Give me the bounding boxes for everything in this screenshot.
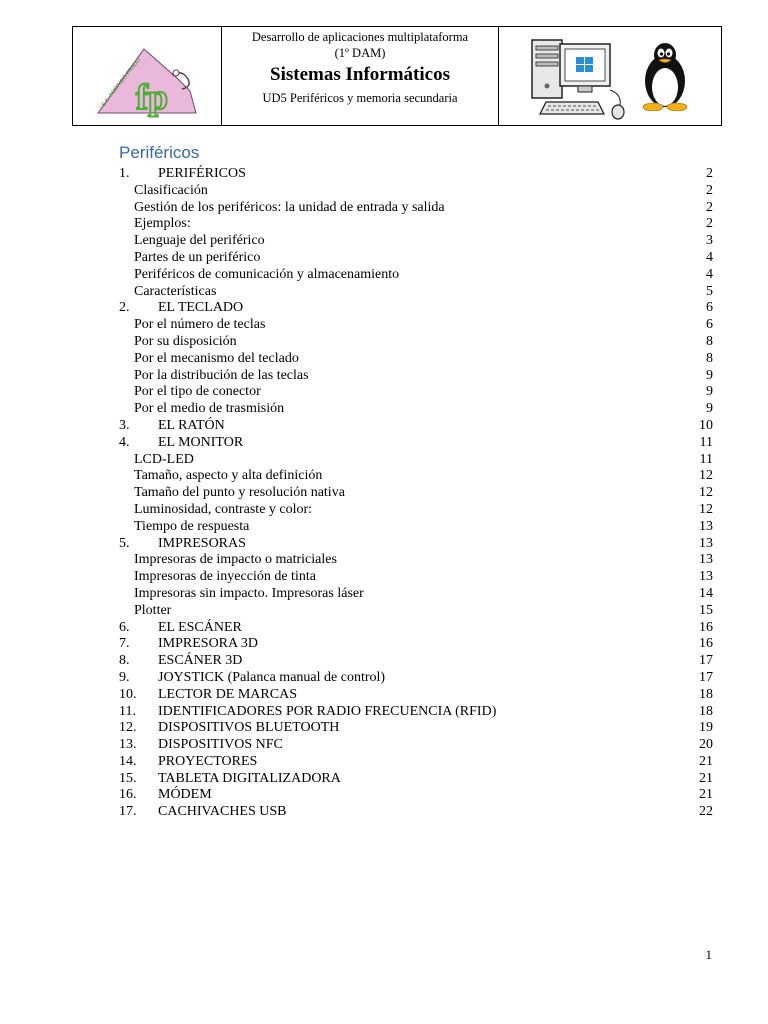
document-header — [72, 26, 722, 126]
toc-entry-page: 22 — [699, 804, 713, 820]
toc-entry-page: 5 — [706, 283, 713, 299]
toc-entry[interactable] — [119, 485, 713, 502]
toc-entry-label: Por el tipo de conector — [134, 384, 261, 400]
toc-entry-label: PROYECTORES — [158, 753, 258, 769]
toc-entry-label: CACHIVACHES USB — [158, 804, 287, 820]
toc-entry-label: IMPRESORAS — [158, 535, 246, 551]
toc-entry-page: 2 — [706, 182, 713, 198]
toc-entry[interactable] — [119, 468, 713, 485]
toc-entry-label: LCD-LED — [134, 451, 194, 467]
tux-penguin-icon — [636, 41, 694, 111]
toc-entry-page: 17 — [699, 653, 713, 669]
toc-entry-label: Por la distribución de las teclas — [134, 367, 309, 383]
toc-entry[interactable] — [119, 250, 713, 267]
toc-entry-page: 9 — [706, 384, 713, 400]
toc-entry-page: 9 — [706, 401, 713, 417]
desktop-computer-windows-icon — [526, 30, 636, 122]
toc-entry-page: 4 — [706, 266, 713, 282]
toc-entry-page: 2 — [706, 199, 713, 215]
toc-entry-page: 2 — [706, 216, 713, 232]
subject-title: Sistemas Informáticos — [270, 64, 450, 85]
toc-entry[interactable] — [119, 771, 713, 788]
toc-entry-page: 12 — [699, 501, 713, 517]
toc-entry-number: 14. — [119, 753, 137, 769]
toc-entry[interactable] — [119, 267, 713, 284]
toc-entry[interactable] — [119, 552, 713, 569]
toc-entry-page: 21 — [699, 787, 713, 803]
toc-entry[interactable] — [119, 536, 713, 553]
fp-school-logo — [92, 33, 202, 119]
toc-entry-label: Tiempo de respuesta — [134, 518, 250, 534]
toc-entry-page: 14 — [699, 585, 713, 601]
toc-entry-page: 12 — [699, 468, 713, 484]
toc-entry-page: 16 — [699, 619, 713, 635]
logo-fp-text: fp — [136, 77, 169, 117]
toc-entry-number: 15. — [119, 770, 137, 786]
toc-entry[interactable] — [119, 368, 713, 385]
toc-entry-page: 9 — [706, 367, 713, 383]
toc-entry[interactable] — [119, 670, 713, 687]
toc-entry[interactable] — [119, 502, 713, 519]
toc-entry-label: Tamaño del punto y resolución nativa — [134, 485, 345, 501]
toc-entry-number: 17. — [119, 804, 137, 820]
toc-entry[interactable] — [119, 300, 713, 317]
logo-cell — [73, 27, 222, 125]
toc-entry[interactable] — [119, 216, 713, 233]
toc-entry-number: 4. — [119, 434, 130, 450]
toc-entry-page: 11 — [699, 434, 713, 450]
header-images-cell — [499, 27, 721, 125]
page-number: 1 — [705, 947, 712, 962]
toc-entry-page: 19 — [699, 720, 713, 736]
toc-entry[interactable] — [119, 603, 713, 620]
toc-entry[interactable] — [119, 452, 713, 469]
toc-entry-number: 13. — [119, 737, 137, 753]
toc-entry-page: 6 — [706, 300, 713, 316]
toc-entry-label: Lenguaje del periférico — [134, 233, 265, 249]
toc-entry[interactable] — [119, 401, 713, 418]
toc-entry[interactable] — [119, 351, 713, 368]
toc-entry[interactable] — [119, 166, 713, 183]
toc-entry-label: DISPOSITIVOS BLUETOOTH — [158, 720, 340, 736]
toc-entry-page: 18 — [699, 686, 713, 702]
toc-entry[interactable] — [119, 200, 713, 217]
toc-entry[interactable] — [119, 233, 713, 250]
toc-entry-label: Plotter — [134, 602, 172, 618]
toc-entry-label: TABLETA DIGITALIZADORA — [158, 770, 341, 786]
toc-entry[interactable] — [119, 317, 713, 334]
toc-entry-page: 4 — [706, 249, 713, 265]
table-of-contents — [119, 166, 713, 821]
toc-entry-label: Impresoras de inyección de tinta — [134, 569, 316, 585]
toc-entry[interactable] — [119, 384, 713, 401]
toc-entry-page: 13 — [699, 535, 713, 551]
toc-entry[interactable] — [119, 787, 713, 804]
toc-entry-label: EL ESCÁNER — [158, 619, 242, 635]
toc-entry[interactable] — [119, 519, 713, 536]
toc-entry-page: 13 — [699, 518, 713, 534]
toc-entry-label: Por su disposición — [134, 333, 237, 349]
toc-entry[interactable] — [119, 737, 713, 754]
toc-entry-page: 16 — [699, 636, 713, 652]
toc-entry[interactable] — [119, 720, 713, 737]
toc-entry-label: PERIFÉRICOS — [158, 166, 246, 181]
toc-entry-number: 9. — [119, 669, 130, 685]
toc-entry[interactable] — [119, 754, 713, 771]
toc-entry-page: 13 — [699, 569, 713, 585]
course-line: Desarrollo de aplicaciones multiplataforma — [251, 30, 469, 44]
toc-entry-label: Por el mecanismo del teclado — [134, 350, 299, 366]
toc-entry-label: Periféricos de comunicación y almacenamiento — [134, 266, 400, 282]
logo-arc-text: I.E.S. RODRIGO PRADO — [98, 57, 142, 111]
toc-entry-page: 21 — [699, 753, 713, 769]
toc-entry-page: 13 — [699, 552, 713, 568]
toc-entry-page: 6 — [706, 317, 713, 333]
header-title-block — [222, 27, 499, 125]
unit-subtitle: UD5 Periféricos y memoria secundaria — [262, 91, 458, 105]
toc-entry-page: 2 — [706, 166, 713, 181]
toc-entry[interactable] — [119, 183, 713, 200]
toc-entry-number: 2. — [119, 300, 130, 316]
toc-entry-page: 21 — [699, 770, 713, 786]
toc-entry-number: 7. — [119, 636, 130, 652]
toc-entry-number: 6. — [119, 619, 130, 635]
toc-entry-label: IMPRESORA 3D — [158, 636, 258, 652]
toc-entry-number: 8. — [119, 653, 130, 669]
toc-entry-page: 8 — [706, 350, 713, 366]
toc-entry-number: 11. — [119, 703, 136, 719]
toc-title: Periféricos — [119, 143, 200, 162]
toc-entry-number: 10. — [119, 686, 137, 702]
toc-entry-page: 10 — [699, 417, 713, 433]
toc-entry-page: 11 — [699, 451, 713, 467]
toc-entry-label: IDENTIFICADORES POR RADIO FRECUENCIA (RFID) — [158, 703, 497, 719]
toc-entry[interactable] — [119, 569, 713, 586]
toc-entry-number: 16. — [119, 787, 137, 803]
toc-entry-label: EL TECLADO — [158, 300, 244, 316]
toc-entry-number: 3. — [119, 417, 130, 433]
course-year: (1º DAM) — [334, 46, 386, 60]
toc-entry-page: 12 — [699, 485, 713, 501]
toc-entry-number: 1. — [119, 166, 130, 181]
toc-entry[interactable] — [119, 636, 713, 653]
toc-entry[interactable] — [119, 804, 713, 821]
toc-entry-page: 17 — [699, 669, 713, 685]
toc-entry[interactable] — [119, 418, 713, 435]
toc-entry[interactable] — [119, 334, 713, 351]
toc-entry-label: EL MONITOR — [158, 434, 244, 450]
toc-entry-page: 18 — [699, 703, 713, 719]
toc-entry-label: ESCÁNER 3D — [158, 653, 243, 669]
toc-entry[interactable] — [119, 435, 713, 452]
toc-entry-label: Tamaño, aspecto y alta definición — [134, 468, 323, 484]
toc-entry-label: Partes de un periférico — [134, 249, 261, 265]
toc-entry[interactable] — [119, 653, 713, 670]
toc-entry[interactable] — [119, 284, 713, 301]
toc-entry-page: 8 — [706, 333, 713, 349]
toc-entry-label: Ejemplos: — [134, 216, 191, 232]
toc-entry-label: Impresoras sin impacto. Impresoras láser — [134, 585, 364, 601]
toc-entry-label: DISPOSITIVOS NFC — [158, 737, 283, 753]
toc-entry-page: 3 — [706, 233, 713, 249]
toc-entry-number: 5. — [119, 535, 130, 551]
toc-entry-page: 20 — [699, 737, 713, 753]
toc-entry-label: Luminosidad, contraste y color: — [134, 501, 313, 517]
toc-entry[interactable] — [119, 620, 713, 637]
toc-entry[interactable] — [119, 687, 713, 704]
toc-entry[interactable] — [119, 586, 713, 603]
toc-entry-page: 15 — [699, 602, 713, 618]
toc-entry-label: Impresoras de impacto o matriciales — [134, 552, 337, 568]
toc-entry[interactable] — [119, 704, 713, 721]
toc-entry-label: Por el medio de trasmisión — [134, 401, 285, 417]
toc-entry-label: Gestión de los periféricos: la unidad de entrada y salida — [134, 199, 445, 215]
toc-entry-label: MÓDEM — [158, 787, 212, 803]
toc-entry-label: Características — [134, 283, 217, 299]
toc-entry-number: 12. — [119, 720, 137, 736]
toc-entry-label: Por el número de teclas — [134, 317, 266, 333]
toc-entry-label: EL RATÓN — [158, 417, 225, 433]
toc-entry-label: Clasificación — [134, 182, 208, 198]
toc-entry-label: JOYSTICK (Palanca manual de control) — [158, 669, 386, 685]
toc-entry-label: LECTOR DE MARCAS — [158, 686, 297, 702]
